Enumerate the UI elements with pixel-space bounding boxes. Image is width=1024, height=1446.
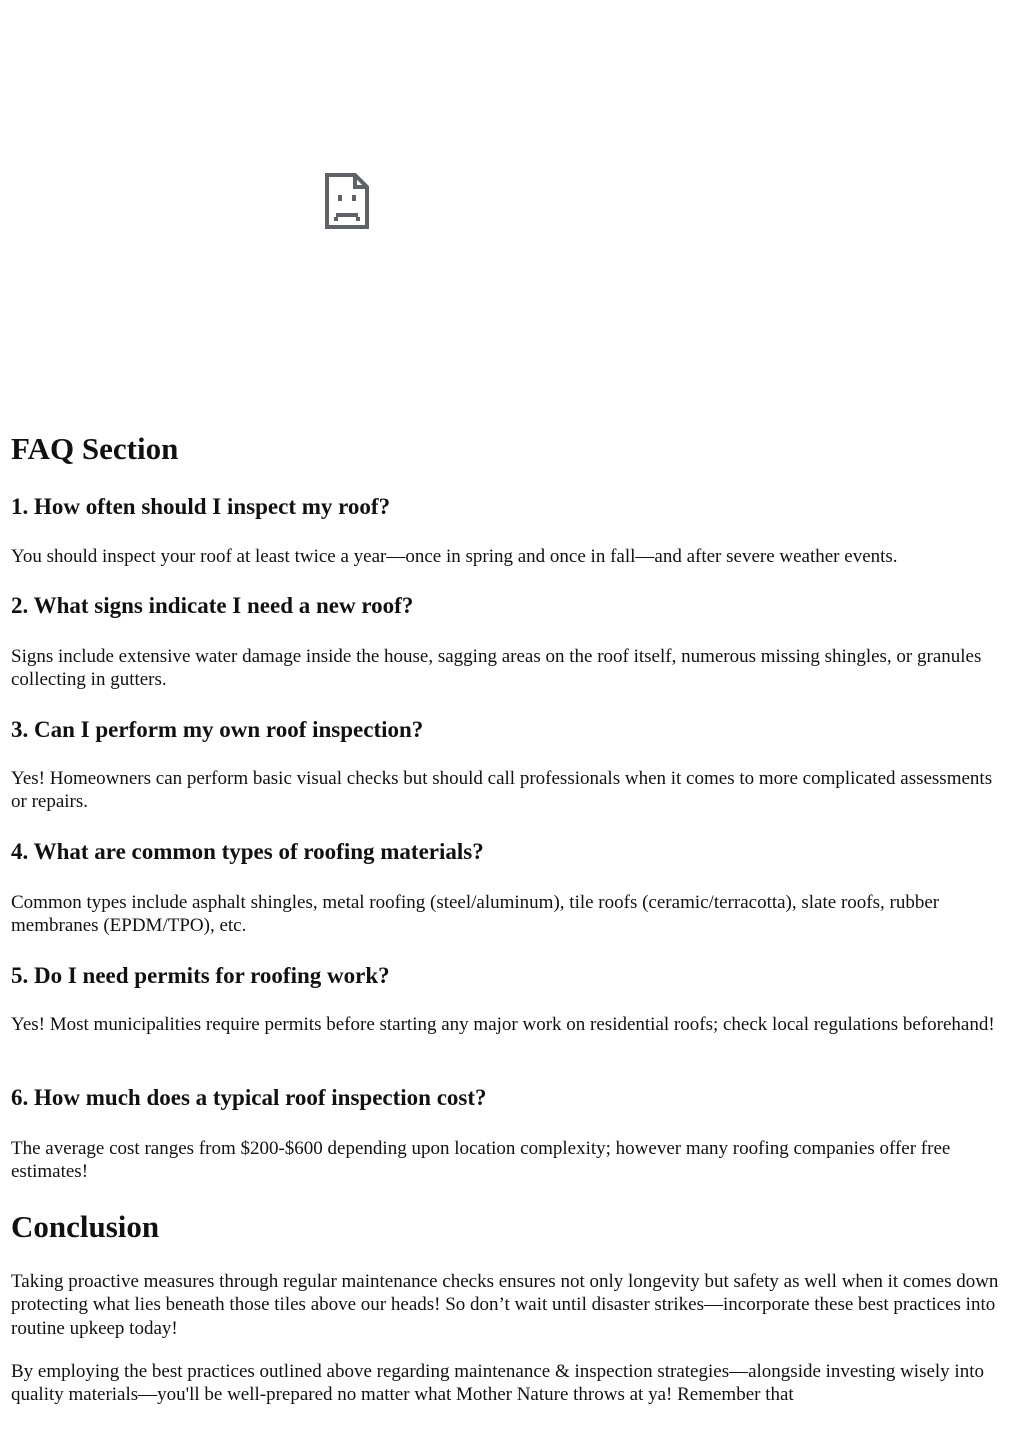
conclusion-paragraph: Taking proactive measures through regular maintenance checks ensures not only longevity but safety as well when it comes down protecting what lies beneath those tiles above our heads! So don’t wait until disaster strikes—incorporate these best practices into routine upkeep today! <box>11 1271 999 1339</box>
faq-question: 3. Can I perform my own roof inspection? <box>11 717 424 742</box>
faq-answer: You should inspect your roof at least twice a year—once in spring and once in fall—and after severe weather events. <box>11 546 898 567</box>
faq-question: 4. What are common types of roofing materials? <box>11 839 484 864</box>
faq-answer: Yes! Homeowners can perform basic visual checks but should call professionals when it comes to more complicated assessments or repairs. <box>11 768 993 813</box>
faq-question: 2. What signs indicate I need a new roof? <box>11 593 414 618</box>
faq-answer: Yes! Most municipalities require permits before starting any major work on residential roofs; check local regulations beforehand! <box>11 1014 995 1035</box>
faq-answer: The average cost ranges from $200-$600 depending upon location complexity; however many roofing companies offer free estimates! <box>11 1138 951 1183</box>
conclusion-heading: Conclusion <box>11 1209 160 1244</box>
faq-question: 1. How often should I inspect my roof? <box>11 494 391 519</box>
faq-answer: Common types include asphalt shingles, metal roofing (steel/aluminum), tile roofs (ceramic/terracotta), slate roofs, rubber membranes (EPDM/TPO), etc. <box>11 892 940 937</box>
broken-image-icon <box>325 173 369 229</box>
faq-heading: FAQ Section <box>11 431 179 466</box>
faq-question: 5. Do I need permits for roofing work? <box>11 963 390 988</box>
faq-answer: Signs include extensive water damage inside the house, sagging areas on the roof itself, numerous missing shingles, or granules collecting in gutters. <box>11 646 982 691</box>
conclusion-paragraph: By employing the best practices outlined above regarding maintenance & inspection strategies—alongside investing wisely into quality materials—you'll be well-prepared no matter what Mother Nature throws at ya! Remember that <box>11 1361 984 1406</box>
faq-question: 6. How much does a typical roof inspection cost? <box>11 1085 487 1110</box>
broken-image-placeholder <box>11 0 731 400</box>
